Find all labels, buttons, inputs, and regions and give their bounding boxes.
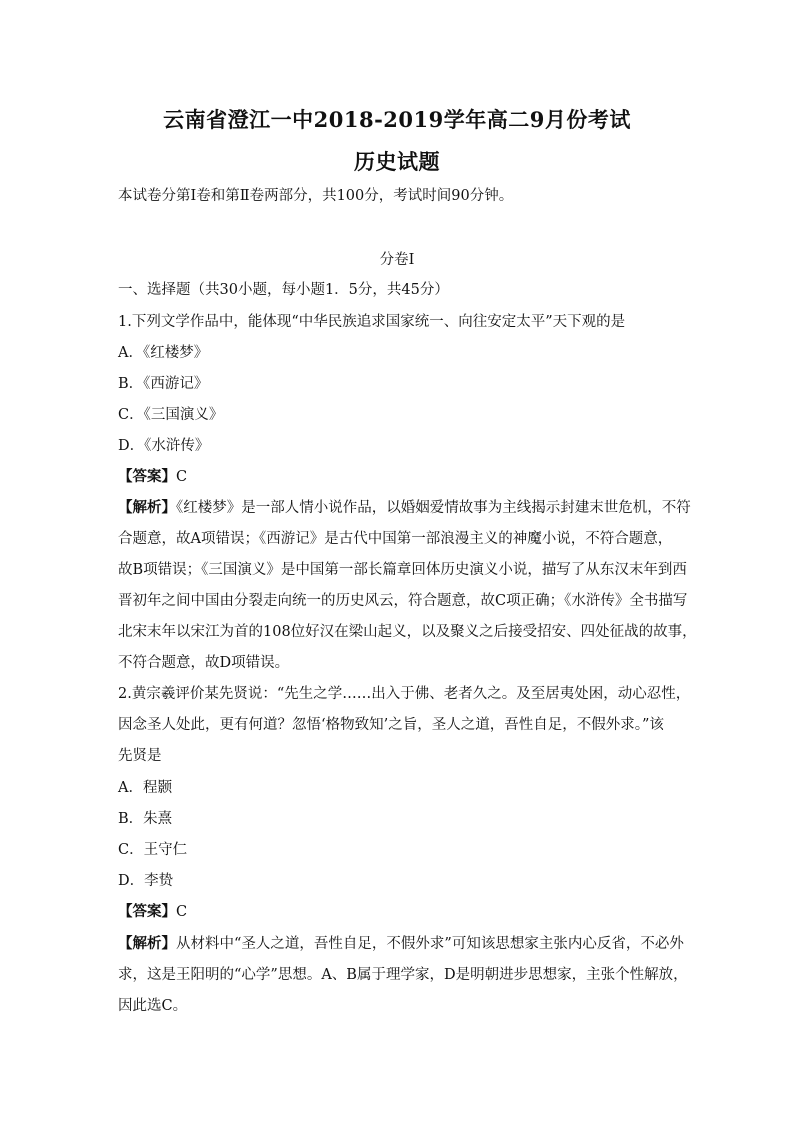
option-b: B．《西游记》 [118,376,209,392]
analysis-text: 不符合题意，故D项错误。 [118,655,290,671]
option-c: C．王守仁 [118,842,188,858]
analysis-text: 北宋末年以宋江为首的108位好汉在梁山起义，以及聚义之后接受招安、四处征战的故事， [118,624,697,640]
analysis-text: 《红楼梦》是一部人情小说作品，以婚姻爱情故事为主线揭示封建末世危机，不符 [176,500,691,516]
option-d: D．李贽 [118,873,174,889]
question-stem: 2.黄宗羲评价某先贤说：“先生之学……出入于佛、老者久之。及至居夷处困，动心忍性， [118,686,691,702]
question-stem: 1.下列文学作品中，能体现“中华民族追求国家统一、向往安定太平”天下观的是 [118,314,626,330]
option-a: A．《红楼梦》 [118,345,209,361]
analysis-text: 求，这是王阳明的“心学”思想。A、B属于理学家，D是明朝进步思想家，主张个性解放， [118,967,688,983]
question-stem: 因念圣人处此，更有何道？忽悟‘格物致知’之旨，圣人之道，吾性自足，不假外求。”该 [118,717,664,733]
exam-intro: 本试卷分第Ⅰ卷和第Ⅱ卷两部分，共100分，考试时间90分钟。 [118,188,514,204]
page-title: 云南省澄江一中2018-2019学年高二9月份考试 [163,107,631,132]
page-subtitle: 历史试题 [354,149,440,174]
question-stem: 先贤是 [118,748,162,764]
option-b: B．朱熹 [118,811,173,827]
analysis-tag: 【解析】 [118,935,176,952]
answer-tag: 【答案】 [118,903,176,920]
analysis-tag: 【解析】 [118,499,176,516]
section-heading: 一、选择题（共30小题，每小题1．5分，共45分） [118,282,449,298]
answer-value: C [176,469,188,485]
section-label: 分卷I [379,252,415,268]
analysis-text: 因此选C。 [118,998,188,1014]
analysis-text: 合题意，故A项错误；《西游记》是古代中国第一部浪漫主义的神魔小说，不符合题意， [118,531,673,547]
analysis-text: 晋初年之间中国由分裂走向统一的历史风云，符合题意，故C项正确；《水浒传》全书描写 [118,593,688,609]
answer-line [118,902,678,922]
answer-line [118,467,678,487]
analysis-line [118,498,691,518]
option-c: C．《三国演义》 [118,407,224,423]
option-d: D．《水浒传》 [118,438,210,454]
analysis-text: 故B项错误；《三国演义》是中国第一部长篇章回体历史演义小说，描写了从东汉末年到西 [118,562,687,578]
answer-value: C [176,904,188,920]
analysis-line [118,934,684,954]
option-a: A．程颢 [118,780,172,796]
analysis-text: 从材料中“圣人之道，吾性自足，不假外求”可知该思想家主张内心反省，不必外 [176,936,684,952]
answer-tag: 【答案】 [118,468,176,485]
